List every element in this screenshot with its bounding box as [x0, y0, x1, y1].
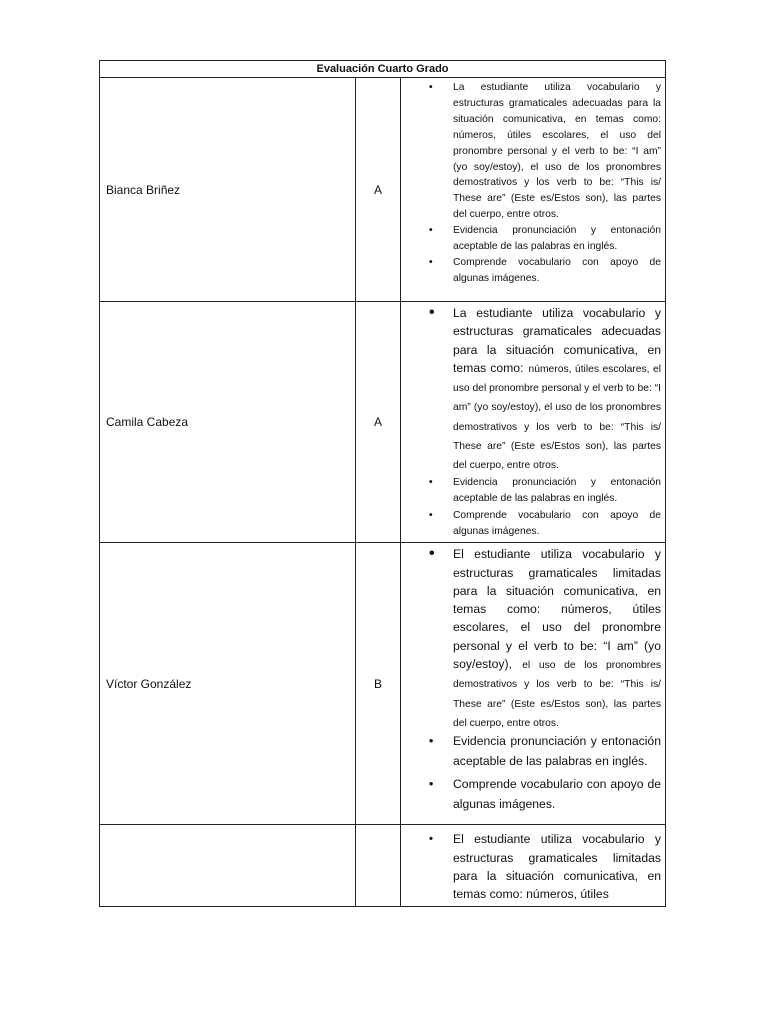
- table-header-row: [100, 61, 666, 78]
- comment-item: • La estudiante utiliza vocabulario y estructuras gramaticales adecuadas para la situación comunicativa, en temas como: números, útiles escolares, el uso del pronombre personal y el verb to be: “I am” (yo soy/estoy), el uso de los pronombres demostrativos y los verb to be: “This is/ These are” (Este es/Estos son), las partes del cuerpo, entre otros.: [401, 80, 661, 223]
- comment-text: El estudiante utiliza vocabulario y estructuras gramaticales limitadas para la situación comunicativa, en temas como: números, útiles escolares, el uso del pronombre personal y el verb to be: “I am” (yo soy/estoy),: [453, 547, 661, 672]
- student-name: Camila Cabeza: [100, 302, 356, 543]
- evaluation-comments: [401, 78, 666, 302]
- comment-item: • Evidencia pronunciación y entonación aceptable de las palabras en inglés.: [401, 223, 661, 255]
- evaluation-comments: [401, 825, 666, 907]
- student-grade: A: [356, 302, 401, 543]
- table-row: [100, 302, 666, 543]
- comment-item: • Evidencia pronunciación y entonación aceptable de las palabras en inglés.: [401, 475, 661, 507]
- table-row: [100, 78, 666, 302]
- evaluation-comments: [401, 543, 666, 825]
- student-name: [100, 825, 356, 907]
- comment-item: • Comprende vocabulario con apoyo de algunas imágenes.: [401, 508, 661, 540]
- table-row: [100, 543, 666, 825]
- comment-text: El estudiante utiliza vocabulario y estructuras gramaticales limitadas para la situación comunicativa, en temas como: números, útiles: [453, 832, 661, 902]
- comment-item: • Evidencia pronunciación y entonación aceptable de las palabras en inglés.: [401, 732, 661, 771]
- comment-text: el uso de los pronombres demostrativos y los verb to be: “This is/ These are” (Este es/Estos son), las partes del cuerpo, entre otros.: [453, 660, 661, 729]
- table-row: [100, 825, 666, 907]
- comment-item: [401, 545, 661, 732]
- comment-list: [401, 545, 661, 814]
- evaluation-table: [99, 60, 666, 907]
- student-grade: A: [356, 78, 401, 302]
- comment-text: números, útiles escolares, el uso del pronombre personal y el verb to be: “I am” (yo soy/estoy), el uso de los pronombres demostrativos y los verb to be: “This is/ These are” (Este es/Estos son), las partes del cuerpo, entre otros.: [453, 363, 661, 472]
- student-name: Víctor González: [100, 543, 356, 825]
- comment-item: [401, 304, 661, 475]
- comment-list: [401, 831, 661, 904]
- student-grade: [356, 825, 401, 907]
- comment-text: La estudiante utiliza vocabulario y estructuras gramaticales adecuadas para la situación comunicativa, en temas como:: [453, 306, 661, 375]
- comment-list: [401, 304, 661, 540]
- comment-item: [401, 831, 661, 904]
- comment-item: • Comprende vocabulario con apoyo de algunas imágenes.: [401, 255, 661, 287]
- student-grade: B: [356, 543, 401, 825]
- comment-list: [401, 80, 661, 287]
- comment-item: • Comprende vocabulario con apoyo de algunas imágenes.: [401, 775, 661, 814]
- evaluation-comments: [401, 302, 666, 543]
- table-title: Evaluación Cuarto Grado: [100, 61, 666, 78]
- student-name: Bianca Briñez: [100, 78, 356, 302]
